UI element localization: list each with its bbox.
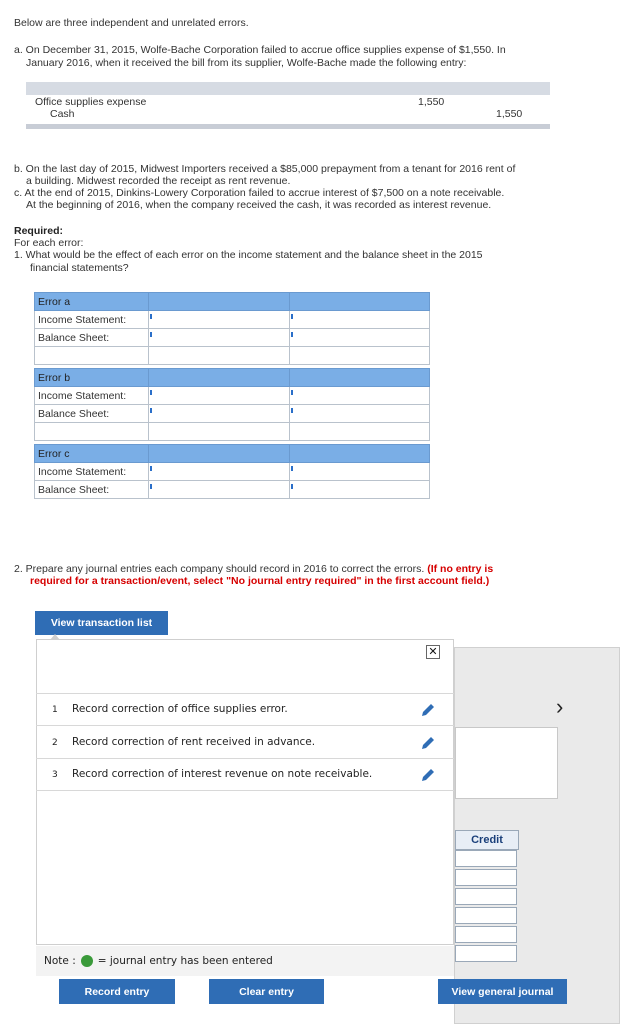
pencil-icon[interactable] [420, 702, 436, 718]
credit-input-5[interactable] [455, 926, 517, 943]
transaction-2-label: Record correction of rent received in advance. [72, 736, 316, 748]
entry-debit-amount: 1,550 [418, 96, 445, 108]
error-b-balance-select-2[interactable] [289, 405, 429, 423]
question-2-note-red-2: required for a transaction/event, select "No journal entry required" in the first account field.) [30, 575, 490, 587]
error-b-title: Error b [35, 369, 149, 387]
error-b-line1: b. On the last day of 2015, Midwest Importers received a $85,000 prepayment from a tenant for 2016 rent of [14, 163, 516, 175]
error-a-income-select[interactable] [149, 311, 289, 329]
error-b-balance-label: Balance Sheet: [35, 405, 149, 423]
error-a-line2: January 2016, when it received the bill from its supplier, Wolfe-Bache made the following entry: [26, 57, 467, 69]
transaction-1-label: Record correction of office supplies error. [72, 703, 288, 715]
view-general-journal-button[interactable]: View general journal [438, 979, 567, 1004]
transaction-1-number: 1 [52, 705, 58, 715]
error-c-income-select-2[interactable] [289, 463, 429, 481]
error-c-line2: At the beginning of 2016, when the company received the cash, it was recorded as interest revenue. [26, 199, 492, 211]
note [44, 955, 273, 967]
transaction-row-3[interactable] [36, 759, 454, 791]
error-c-income-select[interactable] [149, 463, 289, 481]
green-dot-icon [81, 955, 93, 967]
error-c-title: Error c [35, 445, 149, 463]
error-a-income-select-2[interactable] [289, 311, 429, 329]
journal-panel-box [455, 727, 558, 799]
credit-input-1[interactable] [455, 850, 517, 867]
error-b-income-select-2[interactable] [289, 387, 429, 405]
question-2-line1 [14, 563, 493, 575]
pencil-icon[interactable] [420, 735, 436, 751]
intro-text: Below are three independent and unrelated errors. [14, 17, 249, 29]
transaction-row-1[interactable] [36, 694, 454, 726]
next-arrow-icon[interactable]: › [556, 694, 564, 719]
entry-credit-account: Cash [50, 108, 75, 120]
error-a-table [34, 292, 430, 365]
question-2-note-red-1: (If no entry is [427, 563, 494, 575]
question-2-text: 2. Prepare any journal entries each company should record in 2016 to correct the errors. [14, 563, 425, 575]
error-a-balance-select[interactable] [149, 329, 289, 347]
transaction-2-number: 2 [52, 738, 58, 748]
error-b-income-select[interactable] [149, 387, 289, 405]
close-icon[interactable]: ✕ [426, 645, 440, 659]
credit-column-header: Credit [455, 830, 519, 850]
error-c-balance-label: Balance Sheet: [35, 481, 149, 499]
record-entry-button[interactable]: Record entry [59, 979, 175, 1004]
error-a-line1: a. On December 31, 2015, Wolfe-Bache Corporation failed to accrue office supplies expense of $1,550. In [14, 44, 506, 56]
question-1-line2: financial statements? [30, 262, 129, 274]
credit-input-4[interactable] [455, 907, 517, 924]
credit-input-3[interactable] [455, 888, 517, 905]
error-c-balance-select-2[interactable] [289, 481, 429, 499]
entry-debit-account: Office supplies expense [35, 96, 147, 108]
error-a-balance-select-2[interactable] [289, 329, 429, 347]
transaction-row-2[interactable] [36, 727, 454, 759]
entry-bottom-bar [26, 124, 550, 129]
entry-credit-amount: 1,550 [496, 108, 523, 120]
transaction-3-label: Record correction of interest revenue on note receivable. [72, 768, 373, 780]
credit-input-6[interactable] [455, 945, 517, 962]
error-c-line1: c. At the end of 2015, Dinkins-Lowery Corporation failed to accrue interest of $7,500 on a note receivable. [14, 187, 505, 199]
error-b-table [34, 368, 430, 441]
error-b-line2: a building. Midwest recorded the receipt as rent revenue. [26, 175, 291, 187]
note-prefix: Note : [44, 955, 76, 967]
entry-header-bar [26, 82, 550, 95]
error-b-income-label: Income Statement: [35, 387, 149, 405]
error-c-balance-select[interactable] [149, 481, 289, 499]
error-a-title: Error a [35, 293, 149, 311]
error-c-income-label: Income Statement: [35, 463, 149, 481]
transaction-3-number: 3 [52, 770, 58, 780]
clear-entry-button[interactable]: Clear entry [209, 979, 324, 1004]
view-transaction-list-button[interactable]: View transaction list [35, 611, 168, 635]
required-sub: For each error: [14, 237, 84, 249]
question-1-line1: 1. What would be the effect of each error on the income statement and the balance sheet in the 2015 [14, 249, 483, 261]
error-b-balance-select[interactable] [149, 405, 289, 423]
error-a-income-label: Income Statement: [35, 311, 149, 329]
note-suffix: = journal entry has been entered [97, 955, 273, 967]
error-a-balance-label: Balance Sheet: [35, 329, 149, 347]
error-c-table [34, 444, 430, 499]
required-heading: Required: [14, 225, 64, 237]
credit-input-2[interactable] [455, 869, 517, 886]
pencil-icon[interactable] [420, 767, 436, 783]
transaction-list-popover [36, 639, 454, 945]
